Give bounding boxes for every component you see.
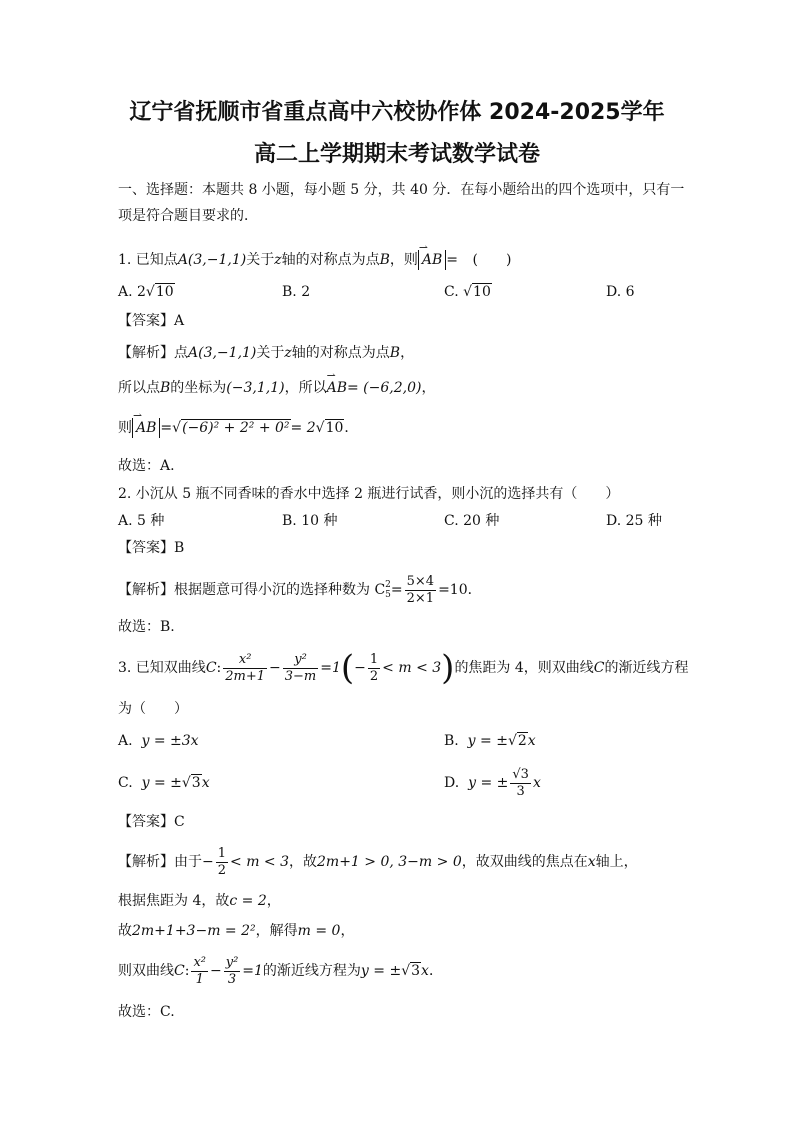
q1-paren: ( ) xyxy=(472,252,512,268)
q3-ana3-e: ， xyxy=(340,923,355,939)
q3-opt-b-eq2: x xyxy=(527,733,536,749)
q1-ana1-a: 点 xyxy=(174,345,188,361)
q3-option-d xyxy=(444,763,541,803)
q3-prefix: 3. 已知双曲线 xyxy=(118,660,206,676)
q1-analysis-line-2 xyxy=(118,378,435,398)
q1-option-c-radicand: 10 xyxy=(473,284,491,300)
q3-conclusion: 故选：C. xyxy=(118,1004,175,1020)
q1-ana2-c: 的坐标为 xyxy=(170,380,227,396)
q3-ana4-c: y = ± xyxy=(360,963,402,979)
q3-post: 的焦距为 4，则双曲线 xyxy=(454,660,594,676)
q1-ana1-e: 轴的对称点为点 xyxy=(291,345,390,361)
q3-ana4-b: 的渐近线方程为 xyxy=(262,963,361,979)
q1-ana3-vector-abs: ⇀ AB xyxy=(132,418,160,438)
q1-answer: 【答案】A xyxy=(118,313,185,329)
q3-ana1-g: 轴上， xyxy=(595,854,638,870)
q2-stem: 2. 小沉从 5 瓶不同香味的香水中选择 2 瓶进行试香，则小沉的选择共有（ ） xyxy=(118,486,620,502)
q1-ana2-g: ， xyxy=(421,380,436,396)
q3-ana2-a: 根据焦距为 4，故 xyxy=(118,893,230,909)
q3-ana1-a: 由于 xyxy=(174,854,202,870)
q3-ana1-minus: − xyxy=(202,854,214,870)
q3-ana4-a: 则双曲线 xyxy=(118,963,174,979)
q3-ana4-e: ． xyxy=(428,963,443,979)
q3-f1-num: x² xyxy=(223,652,267,669)
q2-frac-den: 2×1 xyxy=(406,590,435,606)
q3-curve-2: C xyxy=(593,660,605,676)
q1-ana3-c: = 2 xyxy=(290,420,316,436)
sqrt-icon: √ xyxy=(463,284,473,300)
q3-ana4-rad: 3 xyxy=(411,963,421,979)
q1-mid3: ，则 xyxy=(389,252,418,268)
q3-option-a xyxy=(118,731,199,751)
sqrt-icon: √ xyxy=(181,775,191,791)
q2-fraction xyxy=(405,574,436,607)
q1-ana3-a: 则 xyxy=(118,420,132,436)
q3-opt-d-eq1: y = ± xyxy=(468,775,509,791)
q2-conclusion: 故选：B. xyxy=(118,619,175,635)
q1-ana3-radicand-2: 10 xyxy=(325,420,344,436)
section-instruction-line-2: 项是符合题目要求的． xyxy=(118,208,258,224)
q3-ana1-b: < m < 3 xyxy=(230,854,290,870)
q1-conclusion: 故选：A. xyxy=(118,458,175,474)
title-line-1: 辽宁省抚顺市省重点高中六校协作体 2024-2025学年 xyxy=(129,100,665,125)
q3-ana4-f2-num: y² xyxy=(225,954,239,970)
q1-ana2-coord: (−3,1,1) xyxy=(226,380,285,396)
q3-stem-line-2: 为（ ） xyxy=(118,701,188,717)
q2-answer: 【答案】B xyxy=(118,540,185,556)
q2-comb-c: C xyxy=(374,582,386,598)
q3-opt-c-eq1: y = ± xyxy=(141,775,182,791)
q1-option-c xyxy=(444,282,492,302)
q2-comb-sup: 2 xyxy=(385,580,391,590)
q1-vector-abs: ⇀ AB xyxy=(418,250,446,270)
q1-option-a-radicand: 10 xyxy=(155,284,174,300)
q3-opt-c-label: C. xyxy=(118,775,133,791)
q3-opt-d-den: 3 xyxy=(516,783,525,799)
q1-ana1-point: A(3,−1,1) xyxy=(188,345,257,361)
q1-ana1-axis: z xyxy=(284,345,292,361)
analysis-label: 【解析】 xyxy=(118,345,174,361)
q3-ana2-c: ， xyxy=(266,893,281,909)
q3-cond-den: 2 xyxy=(369,668,379,684)
q2-option-c: C. 20 种 xyxy=(444,513,500,529)
q3-eq1: =1 xyxy=(320,660,341,676)
q3-ana2-b: c = 2 xyxy=(229,893,267,909)
sqrt-icon: √ xyxy=(401,963,411,979)
q3-ana3-c: ，解得 xyxy=(255,923,298,939)
q1-ana3-radicand: (−6)² + 2² + 0² xyxy=(182,420,290,436)
section-instruction-line-1: 一、选择题：本题共 8 小题，每小题 5 分，共 40 分．在每小题给出的四个选项中，只有一 xyxy=(118,182,685,198)
q3-opt-b-eq1: y = ± xyxy=(467,733,508,749)
q3-ana4-colon: : xyxy=(184,963,190,979)
q3-opt-c-rad: 3 xyxy=(191,775,201,791)
q3-opt-b-rad: 2 xyxy=(517,733,527,749)
q3-cond-minus: − xyxy=(354,660,366,676)
q3-post2: 的渐近线方程 xyxy=(604,660,689,676)
q1-ana1-pt: B xyxy=(389,345,401,361)
q3-ana1-den: 2 xyxy=(217,862,227,878)
q3-ana3-a: 故 xyxy=(118,923,132,939)
q3-ana4-frac-1 xyxy=(191,955,208,988)
q3-stem xyxy=(118,648,689,688)
q2-option-b: B. 10 种 xyxy=(282,513,338,529)
q3-option-b xyxy=(444,731,536,751)
q3-ana4-curve: C xyxy=(174,963,185,979)
q1-option-b: B. 2 xyxy=(282,284,311,300)
q3-ana1-f: x xyxy=(587,854,596,870)
q3-option-c xyxy=(118,773,210,793)
q3-colon: : xyxy=(216,660,222,676)
q1-ana2-a: 所以点 xyxy=(118,380,160,396)
q1-ana2-vector: ⇀ AB xyxy=(327,378,347,398)
q3-f2-den: 3−m xyxy=(284,668,317,684)
q2-comb-sub: 5 xyxy=(385,590,391,600)
q3-ana4-minus: − xyxy=(209,963,222,979)
q1-stem xyxy=(118,250,511,270)
q1-mid2: 轴的对称点为点 xyxy=(281,252,380,268)
q3-ana4-eq: =1 xyxy=(242,963,263,979)
q1-option-a xyxy=(118,282,175,302)
analysis-label: 【解析】 xyxy=(118,582,174,598)
q3-opt-c-eq2: x xyxy=(201,775,210,791)
q1-analysis-line-3 xyxy=(118,418,358,438)
q3-ana1-e: ，故双曲线的焦点在 xyxy=(461,854,588,870)
q1-ana2-value: = (−6,2,0) xyxy=(346,380,422,396)
q3-frac-2 xyxy=(283,652,319,685)
q3-opt-d-num: √3 xyxy=(512,766,529,782)
analysis-label: 【解析】 xyxy=(118,854,174,870)
q1-pt: B xyxy=(379,252,390,268)
q3-cond-rest: < m < 3 xyxy=(382,660,442,676)
q3-ana3-d: m = 0 xyxy=(297,923,341,939)
q3-answer: 【答案】C xyxy=(118,814,185,830)
q1-ana3-equals: = xyxy=(160,420,173,436)
q1-equals: = xyxy=(446,252,459,268)
q3-analysis-line-1 xyxy=(118,842,638,882)
q3-ana4-f2-den: 3 xyxy=(227,971,237,987)
q3-curve: C xyxy=(205,660,217,676)
q3-ana4-d: x xyxy=(421,963,429,979)
q1-ana2-pt: B xyxy=(160,380,171,396)
q2-option-a: A. 5 种 xyxy=(118,513,165,529)
q3-opt-d-frac xyxy=(510,767,531,800)
q3-ana4-f1-num: x² xyxy=(193,954,206,970)
left-paren-icon: ( xyxy=(340,648,355,688)
q3-opt-a-label: A. xyxy=(118,733,133,749)
q1-ana3-d: ． xyxy=(344,420,359,436)
q1-prefix: 1. 已知点 xyxy=(118,252,178,268)
q3-ana4-frac-2 xyxy=(224,955,241,988)
q3-analysis-line-2 xyxy=(118,891,281,911)
q3-f2-num: y² xyxy=(283,652,319,669)
q3-frac-1 xyxy=(223,652,267,685)
q3-cond-num: 1 xyxy=(369,651,379,667)
title-line-2: 高二上学期期末考试数学试卷 xyxy=(253,142,540,167)
q3-analysis-line-3 xyxy=(118,921,354,941)
q2-result: =10． xyxy=(438,582,482,598)
q3-opt-d-label: D. xyxy=(444,775,460,791)
q2-combination xyxy=(374,582,390,598)
q3-f1-den: 2m+1 xyxy=(225,668,266,684)
q3-opt-d-eq2: x xyxy=(532,775,541,791)
q2-option-d: D. 25 种 xyxy=(606,513,662,529)
q3-ana4-f1-den: 1 xyxy=(195,971,204,987)
q1-ana1-c: 关于 xyxy=(256,345,285,361)
q3-cond-frac xyxy=(368,652,380,685)
q1-ana2-e: ，所以 xyxy=(284,380,327,396)
q2-analysis: 【解析】根据题意可得小沉的选择种数为 C 2 5 = $\frac{5\times 4}{2\times 1}$ =10． xyxy=(118,573,482,606)
q3-analysis-line-4 xyxy=(118,951,443,991)
sqrt-icon: √ xyxy=(172,420,182,436)
sqrt-icon: √ xyxy=(507,733,517,749)
sqrt-icon: √ xyxy=(145,284,155,300)
q1-analysis-line-1 xyxy=(118,343,414,363)
q1-option-d: D. 6 xyxy=(606,284,635,300)
sqrt-icon: √ xyxy=(315,420,325,436)
q3-ana3-b: 2m+1+3−m = 2² xyxy=(132,923,256,939)
right-paren-icon: ) xyxy=(441,648,455,688)
q1-option-a-label: A. 2 xyxy=(118,284,146,300)
q1-ana1-g: ， xyxy=(400,345,415,361)
q1-point: A(3,−1,1) xyxy=(177,252,247,268)
q1-axis: z xyxy=(274,252,282,268)
q3-ana1-c: ，故 xyxy=(289,854,318,870)
q3-ana1-frac xyxy=(216,846,228,879)
q1-option-c-label: C. xyxy=(444,284,459,300)
q3-minus: − xyxy=(269,660,281,676)
q3-ana1-d: 2m+1 > 0, 3−m > 0 xyxy=(317,854,462,870)
q3-opt-b-label: B. xyxy=(444,733,459,749)
q2-analysis-text: 根据题意可得小沉的选择种数为 xyxy=(174,582,370,598)
q3-opt-a-eq: y = ±3x xyxy=(141,733,199,749)
q2-frac-num: 5×4 xyxy=(406,573,435,589)
q1-mid: 关于 xyxy=(246,252,275,268)
q3-ana1-num: 1 xyxy=(217,845,227,861)
